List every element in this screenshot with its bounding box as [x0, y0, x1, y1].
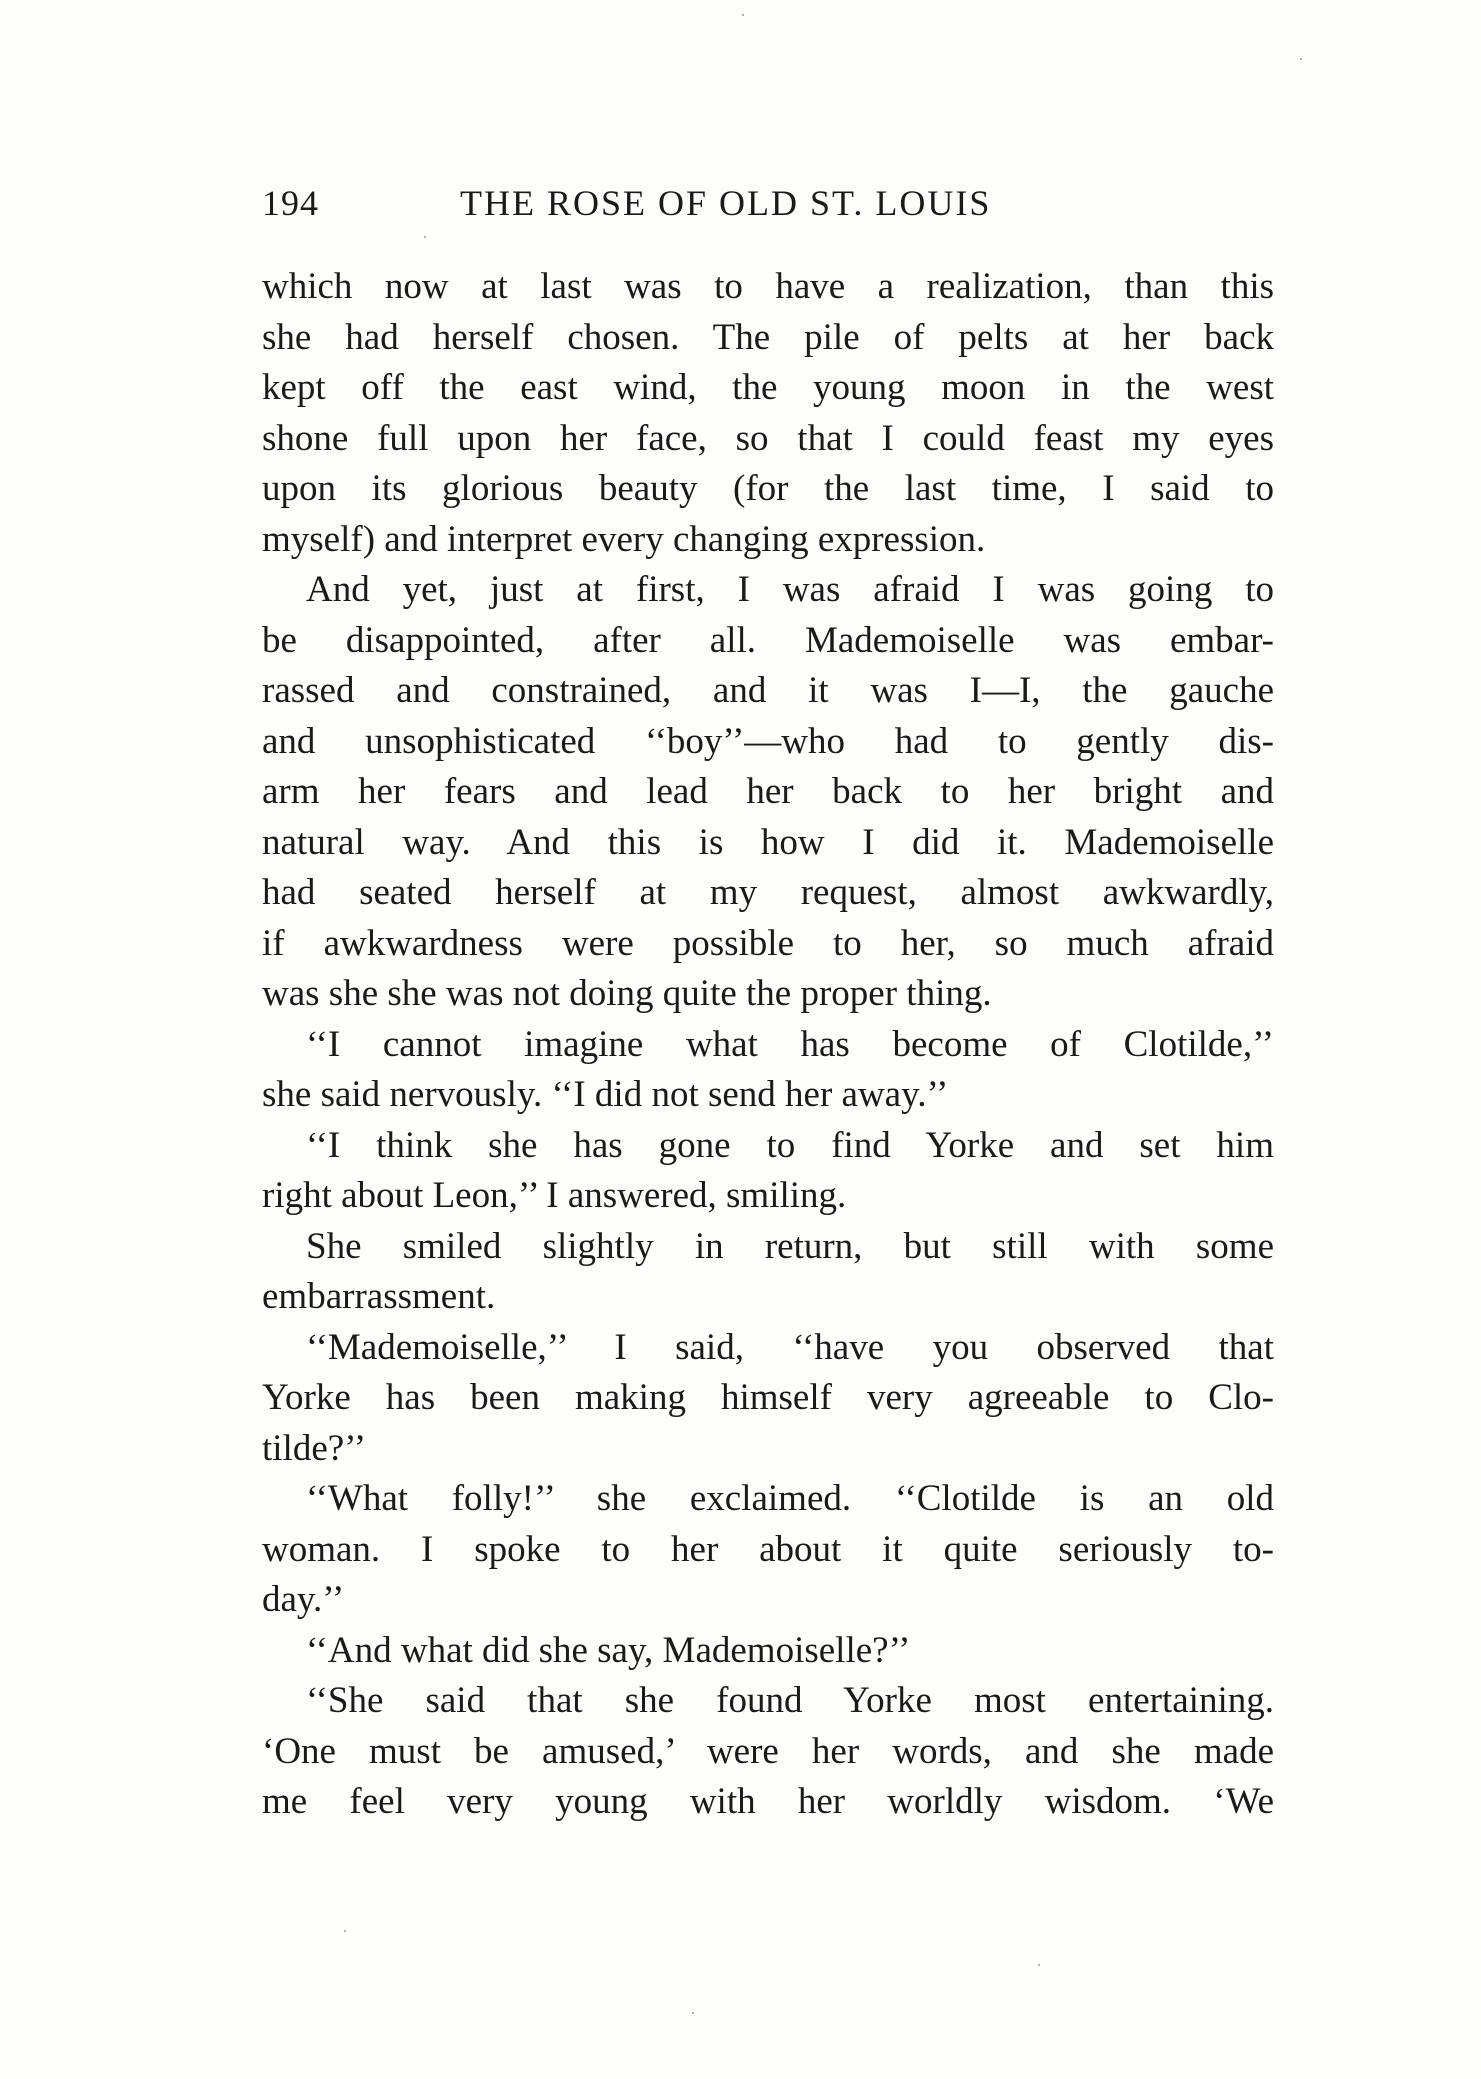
text-line: myself) and interpret every changing expression.	[262, 518, 986, 560]
text-line: she had herself chosen. The pile of pelts at her back	[262, 316, 1274, 358]
text-line: she said nervously. ‘‘I did not send her away.’’	[262, 1074, 949, 1115]
text-line: Yorke has been making himself very agreeable to Clo-	[262, 1377, 1274, 1418]
paper-speck	[742, 14, 744, 16]
text-line: shone full upon her face, so that I could feast my eyes	[262, 417, 1274, 459]
text-line: And yet, just at first, I was afraid I was going to	[306, 569, 1274, 610]
text-line: ‘‘What folly!’’ she exclaimed. ‘‘Clotilde is an old	[306, 1478, 1274, 1519]
paper-speck	[1300, 58, 1302, 60]
text-line: arm her fears and lead her back to her bright and	[262, 771, 1274, 812]
text-line: right about Leon,’’ I answered, smiling.	[262, 1175, 847, 1216]
text-line: ‘‘I cannot imagine what has become of Clotilde,’’	[306, 1023, 1274, 1065]
text-line: if awkwardness were possible to her, so much afraid	[262, 922, 1274, 964]
text-line: had seated herself at my request, almost awkwardly,	[262, 872, 1274, 913]
paper-speck	[344, 1930, 346, 1932]
text-line: ‘‘Mademoiselle,’’ I said, ‘‘have you observed that	[306, 1326, 1274, 1368]
text-line: ‘‘And what did she say, Mademoiselle?’’	[306, 1629, 911, 1671]
text-line: was she she was not doing quite the proper thing.	[262, 973, 992, 1014]
text-line: day.’’	[262, 1579, 345, 1620]
running-head	[262, 178, 1272, 228]
page-number: 194	[262, 183, 319, 223]
book-title: THE ROSE OF OLD ST. LOUIS	[460, 183, 992, 223]
text-line: and unsophisticated ‘‘boy’’—who had to gently dis-	[262, 720, 1274, 762]
text-line: upon its glorious beauty (for the last time, I said to	[262, 468, 1274, 509]
paper-speck	[424, 236, 426, 238]
text-line: ‘‘I think she has gone to find Yorke and set him	[306, 1124, 1274, 1166]
text-line: me feel very young with her worldly wisdom. ‘We	[262, 1781, 1274, 1822]
text-line: ‘‘She said that she found Yorke most entertaining.	[306, 1680, 1274, 1721]
text-line: natural way. And this is how I did it. Mademoiselle	[262, 821, 1274, 863]
text-line: tilde?’’	[262, 1427, 367, 1469]
paper-speck	[1038, 1964, 1040, 1966]
text-line: embarrassment.	[262, 1276, 496, 1317]
text-line: which now at last was to have a realization, than this	[262, 266, 1274, 307]
text-line: rassed and constrained, and it was I—I, the gauche	[262, 670, 1274, 711]
body-text	[262, 262, 1274, 1828]
text-line: kept off the east wind, the young moon in the west	[262, 367, 1274, 408]
text-line: She smiled slightly in return, but still with some	[306, 1225, 1274, 1267]
paper-speck	[692, 2012, 694, 2014]
text-line: be disappointed, after all. Mademoiselle was embar-	[262, 619, 1274, 661]
text-line: ‘One must be amused,’ were her words, and she made	[262, 1730, 1274, 1772]
text-line: woman. I spoke to her about it quite seriously to-	[262, 1528, 1274, 1570]
